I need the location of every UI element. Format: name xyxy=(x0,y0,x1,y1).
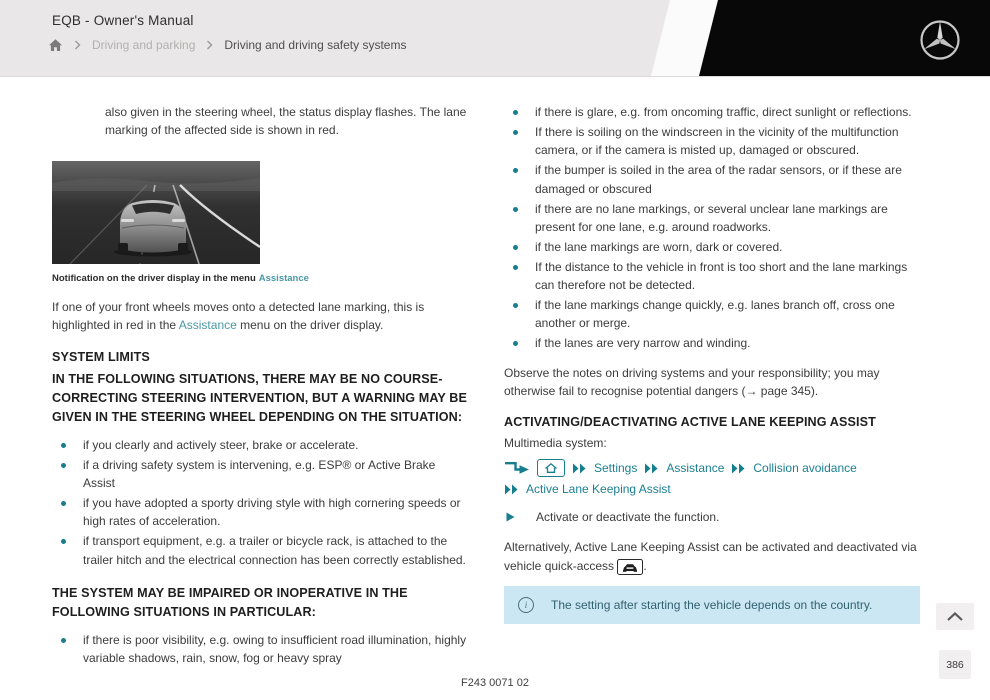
home-screen-icon[interactable] xyxy=(537,459,565,477)
activating-heading: ACTIVATING/DEACTIVATING ACTIVE LANE KEEPING ASSIST xyxy=(504,414,876,429)
impaired-list xyxy=(52,631,468,668)
chevron-up-icon xyxy=(946,612,964,621)
breadcrumb-home-icon[interactable] xyxy=(48,38,63,52)
multimedia-system-label: Multimedia system: xyxy=(504,435,607,450)
info-icon: i xyxy=(518,597,534,613)
list-item: if there are no lane markings, or several unclear lane markings are present for one lane, e.g. around roadworks. xyxy=(504,200,920,237)
left-column xyxy=(52,96,468,669)
list-item: If there is soiling on the windscreen in the vicinity of the multifunction camera, or if the camera is misted up, damaged or obscured. xyxy=(504,123,920,160)
menu-chevron-icon xyxy=(504,484,519,495)
list-item: if a driving safety system is intervening, e.g. ESP® or Active Brake Assist xyxy=(52,456,468,493)
list-item: if you clearly and actively steer, brake or accelerate. xyxy=(52,436,468,454)
info-note-text: The setting after starting the vehicle depends on the country. xyxy=(551,597,873,612)
figure-caption-text: Notification on the driver display in the menu xyxy=(52,272,256,284)
vehicle-quick-access-icon xyxy=(617,559,643,575)
list-item: if transport equipment, e.g. a trailer or bicycle rack, is attached to the trailer hitch and the electrical connection has been correctly established. xyxy=(52,532,468,569)
assistance-menu-link[interactable]: Assistance xyxy=(178,318,237,333)
impaired-conditions-list xyxy=(504,103,920,353)
menu-path-line-1 xyxy=(504,459,920,477)
page-number-badge[interactable]: 386 xyxy=(939,650,971,679)
operation-step xyxy=(504,508,920,526)
breadcrumb xyxy=(48,38,406,52)
paragraph-text: Alternatively, Active Lane Keeping Assist can be activated and deactivated via vehicle quick-access xyxy=(504,540,917,573)
figure-code: F243 0071 02 xyxy=(461,677,529,689)
page-title: EQB - Owner's Manual xyxy=(52,13,194,28)
list-item: if the lane markings change quickly, e.g. lanes branch off, cross one another or merge. xyxy=(504,296,920,333)
driver-display-figure xyxy=(52,161,260,264)
intro-paragraph: also given in the steering wheel, the status display flashes. The lane marking of the affected side is shown in red. xyxy=(105,105,467,138)
impaired-heading: THE SYSTEM MAY BE IMPAIRED OR INOPERATIVE IN THE FOLLOWING SITUATIONS IN PARTICULAR: xyxy=(52,585,408,619)
step-triangle-icon xyxy=(506,512,515,522)
system-limits-list xyxy=(52,436,468,569)
assistance-menu-link[interactable]: Assistance xyxy=(258,272,309,284)
paragraph-text: If one of your front wheels moves onto a detected lane marking, this is highlighted in red in the xyxy=(52,299,425,333)
menu-path-line-2 xyxy=(504,480,920,498)
breadcrumb-chevron-icon xyxy=(74,40,81,50)
top-bar xyxy=(0,0,990,77)
menu-item-assistance[interactable]: Assistance xyxy=(666,461,725,475)
menu-item-collision-avoidance[interactable]: Collision avoidance xyxy=(753,461,857,475)
list-item: if the bumper is soiled in the area of the radar sensors, or if these are damaged or obscured xyxy=(504,161,920,198)
menu-chevron-icon xyxy=(572,463,587,474)
right-column xyxy=(504,96,920,624)
list-item: if you have adopted a sporty driving style with high cornering speeds or high rates of acceleration. xyxy=(52,494,468,531)
menu-chevron-icon xyxy=(731,463,746,474)
breadcrumb-item-current[interactable]: Driving and driving safety systems xyxy=(224,38,407,52)
list-item: if the lanes are very narrow and winding. xyxy=(504,334,920,352)
menu-chevron-icon xyxy=(644,463,659,474)
menu-item-settings[interactable]: Settings xyxy=(594,461,638,475)
step-text: Activate or deactivate the function. xyxy=(536,509,720,524)
operation-step-icon xyxy=(504,461,530,475)
paragraph-text: menu on the driver display. xyxy=(236,318,384,333)
system-limits-heading: SYSTEM LIMITS xyxy=(52,349,150,364)
list-item: if the lane markings are worn, dark or covered. xyxy=(504,238,920,256)
brand-corner xyxy=(650,0,990,76)
paragraph-text: . xyxy=(643,558,647,573)
list-item: if there is poor visibility, e.g. owing to insufficient road illumination, highly variable shadows, rain, snow, fog or heavy spray xyxy=(52,631,468,668)
info-note-box xyxy=(504,586,920,624)
figure-caption xyxy=(52,273,468,285)
breadcrumb-chevron-icon xyxy=(206,40,213,50)
menu-item-active-lane-keeping-assist[interactable]: Active Lane Keeping Assist xyxy=(526,482,671,497)
front-wheels-paragraph xyxy=(52,298,468,335)
driver-display-image xyxy=(52,161,260,264)
breadcrumb-item-driving-and-parking[interactable]: Driving and parking xyxy=(92,38,196,52)
alternative-paragraph xyxy=(504,538,920,575)
list-item: If the distance to the vehicle in front is too short and the lane markings can therefore not be detected. xyxy=(504,258,920,295)
scroll-to-top-button[interactable] xyxy=(936,603,974,630)
list-item: if there is glare, e.g. from oncoming traffic, direct sunlight or reflections. xyxy=(504,103,920,121)
situations-heading: IN THE FOLLOWING SITUATIONS, THERE MAY BE NO COURSE-CORRECTING STEERING INTERVENTION, BUT A WARNING MAY BE GIVEN IN THE STEERING WHEEL DEPENDING ON THE SITUATION: xyxy=(52,371,467,424)
observe-paragraph: Observe the notes on driving systems and your responsibility; you may otherwise fail to recognise potential dangers (→ page 345). xyxy=(504,365,880,399)
